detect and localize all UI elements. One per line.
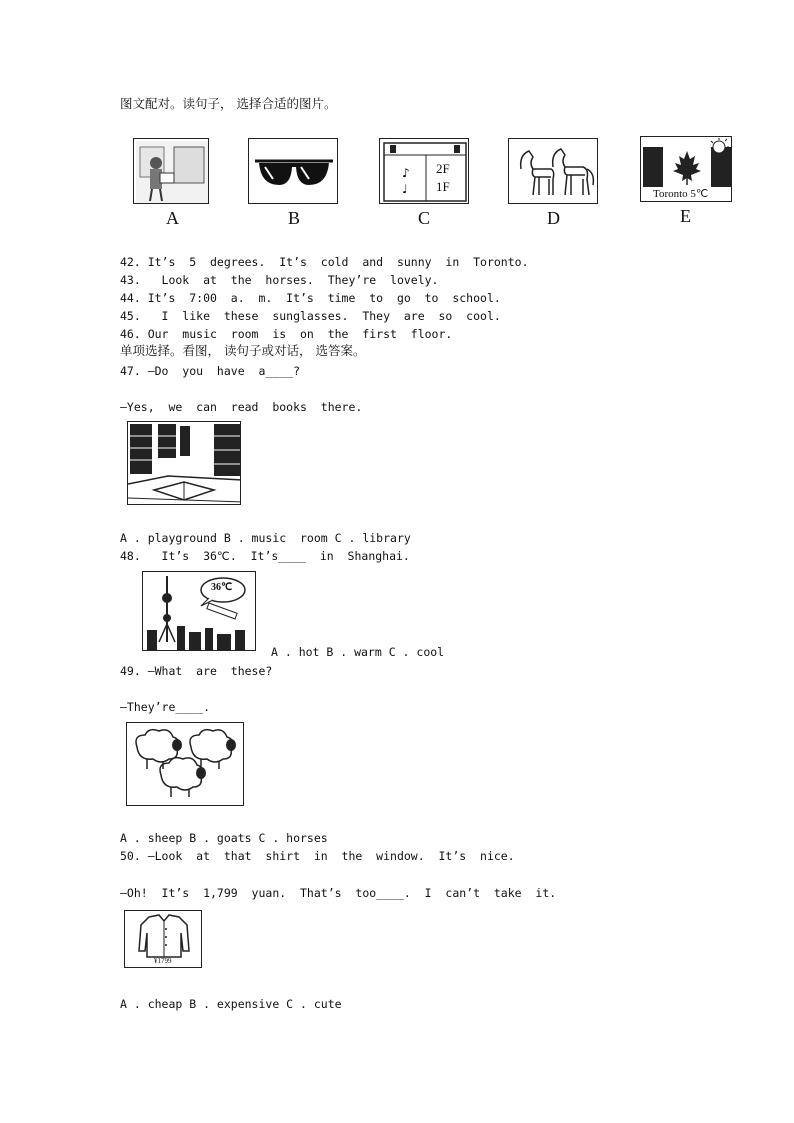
- q50-reply: —Oh! It’s 1,799 yuan. That’s too____. I can’t take it.: [120, 886, 557, 900]
- picture-b-letter: B: [288, 208, 301, 228]
- picture-e-letter: E: [680, 206, 691, 226]
- sentence-43: 43. Look at the horses. They’re lovely.: [120, 273, 439, 287]
- sentence-44: 44. It’s 7:00 a. m. It’s time to go to school.: [120, 291, 501, 305]
- q49-picture: [126, 722, 244, 806]
- q49-reply: —They’re____.: [120, 700, 211, 714]
- section2-instruction: 单项选择。看图， 读句子或对话， 选答案。: [120, 343, 366, 358]
- q48-options: A . hot B . warm C . cool: [271, 645, 445, 659]
- q48-picture: [142, 571, 256, 651]
- q47-picture: [127, 421, 241, 505]
- q47-reply: —Yes, we can read books there.: [120, 400, 363, 414]
- horses-icon: [509, 139, 598, 204]
- picture-e: [640, 136, 732, 202]
- picture-c: [379, 138, 469, 204]
- q47-options: A . playground B . music room C . library: [120, 531, 411, 545]
- q49-options: A . sheep B . goats C . horses: [120, 831, 328, 845]
- floor-sign-icon: [380, 139, 469, 204]
- girl-with-book-icon: [134, 139, 209, 204]
- library-icon: [128, 422, 241, 505]
- q50-picture: [124, 910, 202, 968]
- q50-options: A . cheap B . expensive C . cute: [120, 997, 342, 1011]
- picture-b: [248, 138, 338, 204]
- q50-price-tag: ¥1799: [154, 957, 172, 965]
- q47-question: 47. —Do you have a____?: [120, 364, 301, 378]
- q49-question: 49. —What are these?: [120, 664, 273, 678]
- sunglasses-icon: [249, 139, 338, 204]
- sentence-45: 45. I like these sunglasses. They are so cool.: [120, 309, 501, 323]
- sentence-42: 42. It’s 5 degrees. It’s cold and sunny in Toronto.: [120, 255, 529, 269]
- q50-question: 50. —Look at that shirt in the window. It’s nice.: [120, 849, 515, 863]
- svg-text:♩: ♩: [402, 182, 408, 196]
- q48-question: 48. It’s 36℃. It’s____ in Shanghai.: [120, 549, 410, 563]
- sentence-46: 46. Our music room is on the first floor.: [120, 327, 453, 341]
- picture-a-letter: A: [166, 208, 179, 228]
- section1-instruction: 图文配对。读句子， 选择合适的图片。: [120, 96, 337, 111]
- svg-text:♪: ♪: [402, 166, 410, 180]
- picture-c-letter: C: [418, 208, 431, 228]
- picture-a: [133, 138, 209, 204]
- sheep-icon: [127, 723, 244, 806]
- picture-d-letter: D: [547, 208, 560, 228]
- floor-label-2f: 2F: [436, 161, 450, 176]
- q48-temperature-label: 36℃: [211, 582, 233, 593]
- floor-label-1f: 1F: [436, 179, 450, 194]
- picture-d: [508, 138, 598, 204]
- picture-e-caption: Toronto 5℃: [653, 188, 709, 200]
- shanghai-tower-icon: [143, 572, 256, 651]
